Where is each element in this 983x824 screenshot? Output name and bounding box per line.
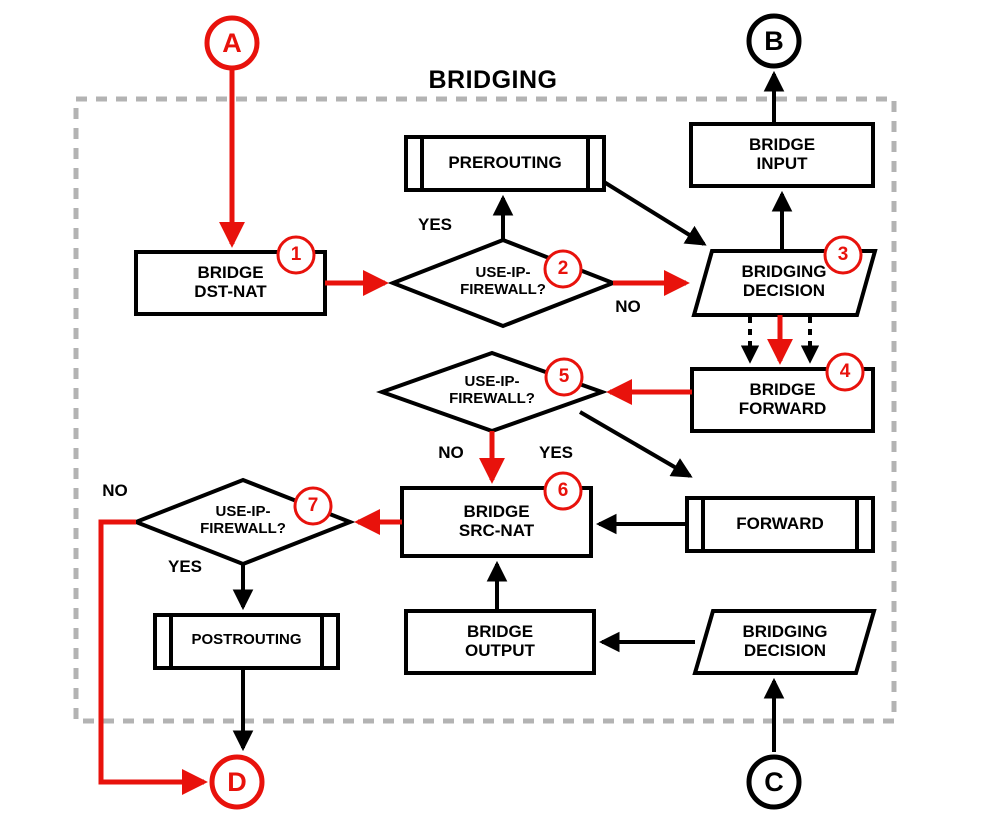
- node-label-use-ip-firewall-1: USE-IP- FIREWALL?: [460, 264, 546, 298]
- diagram-title: BRIDGING: [428, 66, 558, 94]
- connector-d-circle: [212, 757, 262, 807]
- step-label-4: 4: [839, 361, 851, 382]
- node-label-bridge-forward: BRIDGE FORWARD: [738, 380, 827, 419]
- connector-b-label: B: [764, 26, 784, 56]
- step-circle-1: [278, 237, 314, 273]
- step-circle-2: [545, 251, 581, 287]
- node-label-use-ip-firewall-2: USE-IP- FIREWALL?: [449, 373, 535, 407]
- connector-c-label: C: [764, 767, 784, 797]
- node-label-forward: FORWARD: [736, 514, 824, 533]
- step-label-5: 5: [558, 366, 570, 387]
- connector-c-circle: [749, 757, 799, 807]
- edge-label-yes-postrouting: YES: [167, 557, 203, 576]
- node-label-bridge-output: BRIDGE OUTPUT: [465, 622, 535, 661]
- node-postrouting: [155, 615, 338, 668]
- step-label-1: 1: [290, 244, 302, 265]
- edge-label-no-bridging-decision: NO: [615, 297, 641, 316]
- node-label-postrouting: POSTROUTING: [191, 631, 302, 648]
- step-label-2: 2: [557, 258, 569, 279]
- node-bridge-output: [406, 611, 594, 673]
- edge-firewall2-yes-to-forward: [580, 412, 690, 476]
- connector-a-circle: [207, 18, 257, 68]
- connector-d-label: D: [227, 767, 247, 797]
- step-circle-4: [827, 354, 863, 390]
- step-circle-6: [545, 473, 581, 509]
- node-bridge-input: [691, 124, 873, 186]
- node-forward: [687, 498, 873, 551]
- edge-label-no-src-nat: NO: [438, 443, 464, 462]
- node-prerouting: [406, 137, 604, 190]
- node-label-bridging-decision-1: BRIDGING DECISION: [741, 262, 827, 301]
- node-label-bridge-input: BRIDGE INPUT: [748, 135, 816, 174]
- node-label-bridge-dst-nat: BRIDGE DST-NAT: [194, 263, 267, 302]
- step-label-3: 3: [837, 244, 849, 265]
- step-label-7: 7: [307, 495, 319, 516]
- edge-prerouting-to-decision: [604, 182, 704, 244]
- connector-a-label: A: [222, 28, 242, 58]
- edge-label-yes-forward: YES: [538, 443, 574, 462]
- edge-label-no-postrouting-skip: NO: [102, 481, 128, 500]
- step-circle-7: [295, 488, 331, 524]
- node-bridging-decision-2: [695, 611, 874, 673]
- step-circle-3: [825, 237, 861, 273]
- node-label-bridge-src-nat: BRIDGE SRC-NAT: [458, 502, 535, 541]
- edge-label-yes-prerouting: YES: [417, 215, 453, 234]
- step-label-6: 6: [557, 480, 569, 501]
- node-label-use-ip-firewall-3: USE-IP- FIREWALL?: [200, 503, 286, 537]
- connector-b-circle: [749, 16, 799, 66]
- node-label-bridging-decision-2: BRIDGING DECISION: [742, 622, 828, 661]
- step-circle-5: [546, 359, 582, 395]
- node-use-ip-firewall-1: [393, 240, 613, 326]
- node-label-prerouting: PREROUTING: [448, 153, 562, 172]
